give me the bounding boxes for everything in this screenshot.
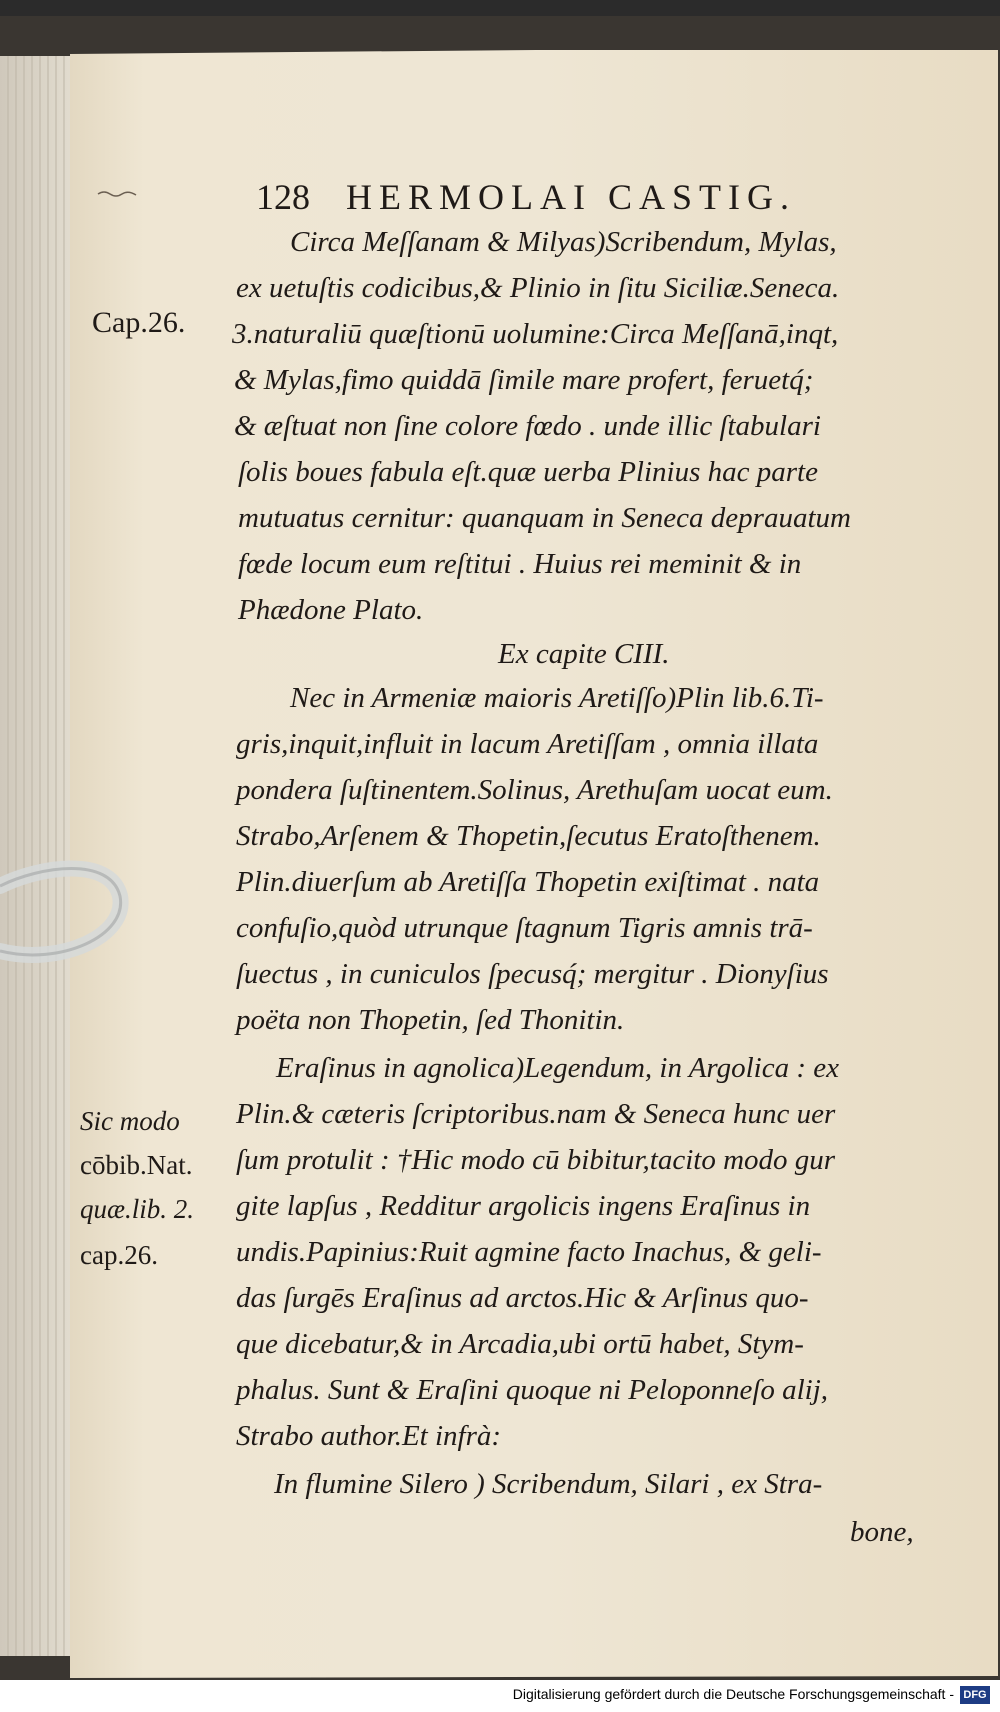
body-line: ſum protulit : †Hic modo cū bibitur,tacito modo gur xyxy=(236,1144,836,1176)
page-number: 128 xyxy=(256,177,310,217)
body-line: ſolis boues fabula eſt.quæ uerba Plinius hac parte xyxy=(238,456,818,488)
body-line: fœde locum eum reſtitui . Huius rei meminit & in xyxy=(238,548,802,580)
body-line: Strabo,Arſenem & Thopetin,ſecutus Eratoſthenem. xyxy=(236,820,821,852)
body-line: phalus. Sunt & Eraſini quoque ni Peloponneſo alij, xyxy=(236,1374,829,1406)
margin-note-sic-4: cap.26. xyxy=(80,1240,158,1270)
footer-credit-text: Digitalisierung gefördert durch die Deutsche Forschungsgemeinschaft - xyxy=(512,1686,954,1702)
margin-note-sic-2: cōbib.Nat. xyxy=(80,1150,193,1180)
body-line: pondera ſuſtinentem.Solinus, Arethuſam uocat eum. xyxy=(236,774,833,806)
body-line: Plin.diuerſum ab Aretiſſa Thopetin exiſtimat . nata xyxy=(236,866,820,898)
running-title: HERMOLAI CASTIG. xyxy=(346,177,796,217)
digitization-footer xyxy=(0,1680,1000,1712)
body-line: bone, xyxy=(850,1516,914,1548)
dfg-logo-icon: DFG xyxy=(960,1686,990,1704)
body-line: Nec in Armeniæ maioris Aretiſſo)Plin lib.6.Ti- xyxy=(290,682,824,714)
body-line: ex uetuſtis codicibus,& Plinio in ſitu Siciliæ.Seneca. xyxy=(236,272,840,304)
page-stack-edge xyxy=(0,56,72,1656)
body-line: Strabo author.Et infrà: xyxy=(236,1420,502,1452)
body-line: confuſio,quòd utrunque ſtagnum Tigris amnis trā- xyxy=(236,912,813,944)
body-line: mutuatus cernitur: quanquam in Seneca deprauatum xyxy=(238,502,851,534)
section-heading: Ex capite CIII. xyxy=(498,638,670,670)
margin-note-sic-1: Sic modo xyxy=(80,1106,180,1136)
body-line: 3.naturaliū quæſtionū uolumine:Circa Meſſanā,inqt, xyxy=(232,318,839,350)
margin-note-sic-3: quæ.lib. 2. xyxy=(80,1194,195,1224)
body-line: Circa Meſſanam & Milyas)Scribendum, Mylas, xyxy=(290,226,837,258)
body-line: ſuectus , in cuniculos ſpecusq́; mergitur . Dionyſius xyxy=(236,958,829,990)
body-line: gris,inquit,influit in lacum Aretiſſam , omnia illata xyxy=(236,728,819,760)
body-line: In flumine Silero ) Scribendum, Silari , ex Stra- xyxy=(274,1468,823,1500)
body-line: undis.Papinius:Ruit agmine facto Inachus, & geli- xyxy=(236,1236,822,1268)
body-line: gite lapſus , Redditur argolicis ingens Eraſinus in xyxy=(236,1190,811,1222)
margin-note-cap: Cap.26. xyxy=(92,306,186,339)
body-line: & æſtuat non ſine colore fœdo . unde illic ſtabulari xyxy=(234,410,821,442)
body-line: & Mylas,fimo quiddā ſimile mare profert, feruetq́; xyxy=(234,364,814,396)
body-line: Eraſinus in agnolica)Legendum, in Argolica : ex xyxy=(276,1052,840,1084)
running-header xyxy=(256,176,796,218)
body-line: das ſurgēs Eraſinus ad arctos.Hic & Arſinus quo- xyxy=(236,1282,809,1314)
body-line: poëta non Thopetin, ſed Thonitin. xyxy=(236,1004,625,1036)
body-line: Plin.& cæteris ſcriptoribus.nam & Seneca hunc uer xyxy=(236,1098,836,1130)
body-line: Phædone Plato. xyxy=(238,594,424,626)
body-line: que dicebatur,& in Arcadia,ubi ortū habet, Stym- xyxy=(236,1328,804,1360)
